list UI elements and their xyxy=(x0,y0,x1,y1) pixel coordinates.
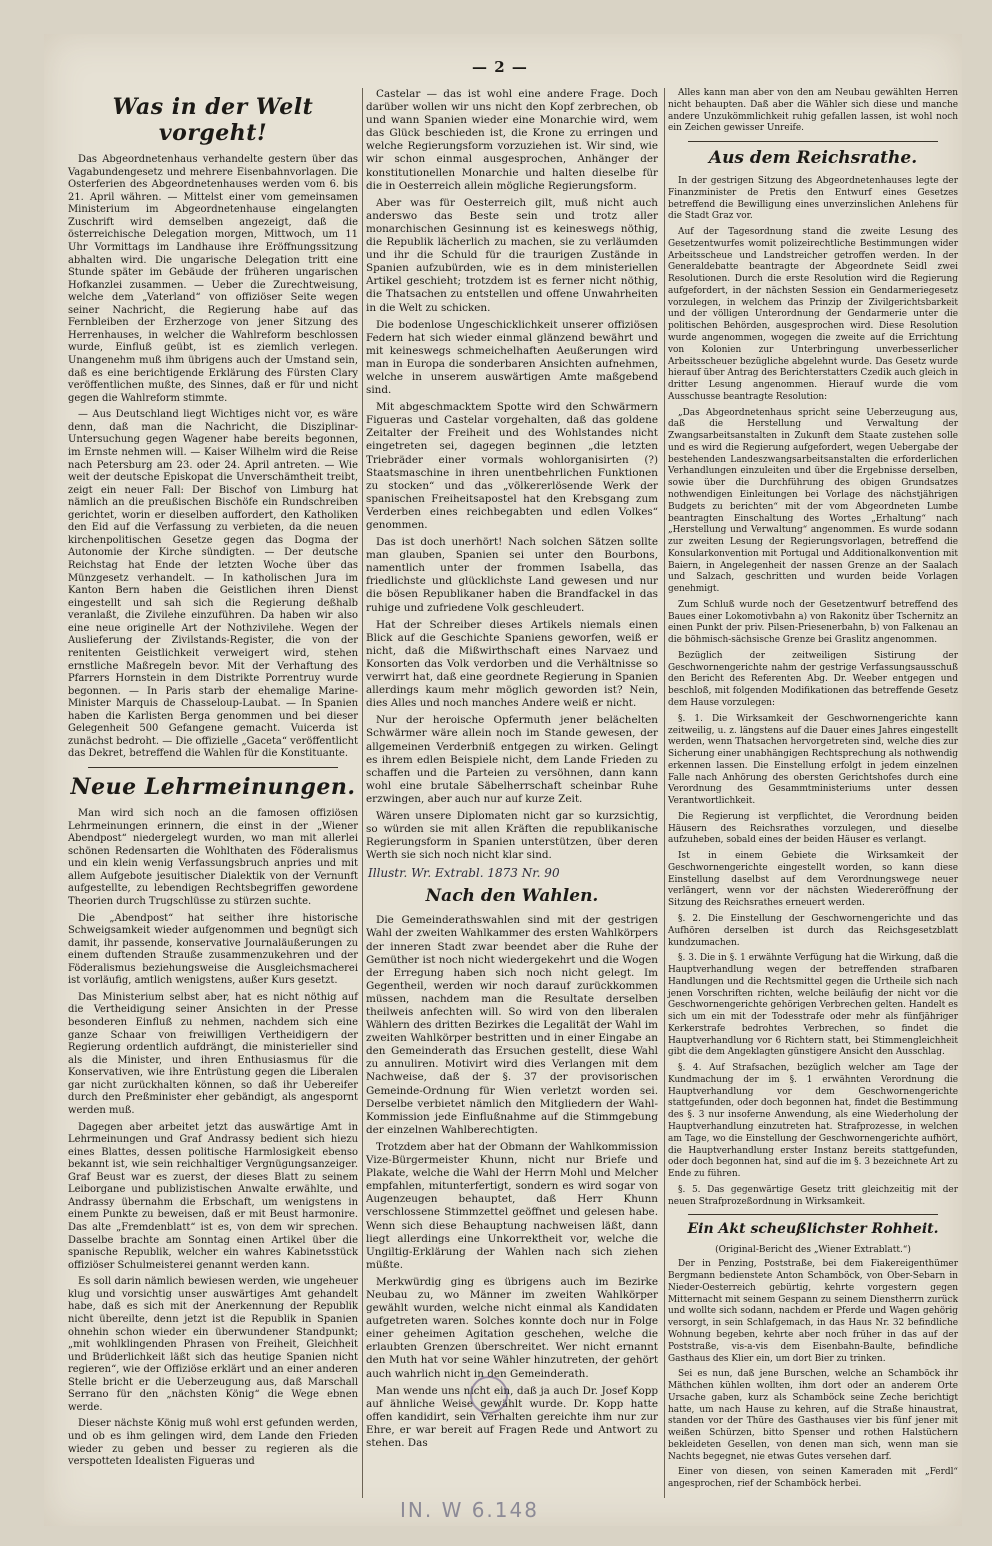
article-body xyxy=(668,176,958,1208)
paragraph: §. 5. Das gegenwärtige Gesetz tritt gleichzeitig mit der neuen Strafprozeßordnung in Wirksamkeit. xyxy=(668,1184,958,1207)
article-heading: Aus dem Reichsrathe. xyxy=(708,148,918,169)
page-number: — 2 — xyxy=(472,58,528,76)
paragraph: §. 3. Die in §. 1 erwähnte Verfügung hat die Wirkung, daß die Hauptverhandlung wegen der betreffenden strafbaren Handlungen und die Rechtsmittel gegen die Urtheile sich nach jenen Vorschriften richten, welche beiläufig der nicht vor die Geschwornengerichte gehörigen Verbrechen gelten. Handelt es sich um ein mit der Todesstrafe oder mehr als fünfjähriger Kerkerstrafe bedrohtes Verbrechen, so findet die Hauptverhandlung vor 6 Richtern statt, bei Stimmengleichheit gibt die dem Angeklagten günstigere Ansicht den Ausschlag. xyxy=(668,953,958,1058)
article-heading: Nach den Wahlen. xyxy=(425,886,599,907)
article-body xyxy=(366,914,658,1450)
article-body xyxy=(366,88,658,862)
article-body xyxy=(68,808,358,1469)
article-heading: Was in der Welt vorgeht! xyxy=(112,94,314,146)
article-subline: (Original-Bericht des „Wiener Extrablatt.“) xyxy=(715,1245,911,1256)
paragraph: Castelar — das ist wohl eine andere Frage. Doch darüber wollen wir uns nicht den Kopf zerbrechen, ob und wann Spanien wieder eine Monarchie wird, wem das Glück beschieden ist, die Krone zu erringen und welche Regierungsform vorzuziehen ist. Wir sind, wie wir schon einmal ausgesprochen, Anhänger der konstitutionellen Monarchie und halten dieselbe für die in Oesterreich allein mögliche Regierungsform. xyxy=(366,88,658,192)
paragraph: Nur der heroische Opfermuth jener belächelten Schwärmer wäre allein noch im Stande gewesen, der allgemeinen Verderbniß entgegen zu wirken. Gelingt es ihrem edlen Beispiele nicht, dem Lande Frieden zu schaffen und die Parteien zu versöhnen, dann kann wohl eine brutale Säbelherrschaft scheinbar Ruhe erzwingen, aber auch nur auf kurze Zeit. xyxy=(366,714,658,805)
paragraph: Die Gemeinderathswahlen sind mit der gestrigen Wahl der zweiten Wahlkammer des ersten Wahlkörpers der inneren Stadt zwar beendet aber die Ruhe der Gemüther ist noch nicht wiedergekehrt und die Wogen der Erregung haben sich noch nicht gelegt. Im Gegentheil, werden wir noch darauf zurückkommen müssen, nachdem man die Resultate derselben theilweis anfechten will. So wird von den liberalen Wählern des dritten Bezirkes die Legalität der Wahl im zweiten Wahlkörper bestritten und in einer Eingabe an den Gemeinderath das Ersuchen gestellt, diese Wahl zu annuliren. Motivirt wird dies Verlangen mit dem Nachweise, daß der §. 37 der provisorischen Gemeinde-Ordnung für Wien verletzt worden sei. Derselbe verbietet nämlich den Mitgliedern der Wahl-Kommission jede Einflußnahme auf die Stimmgebung der einzelnen Wahlberechtigten. xyxy=(366,914,658,1136)
paragraph: Man wende uns nicht ein, daß ja auch Dr. Josef Kopp auf ähnliche Weise gewählt wurde. Dr. Kopp hatte offen kandidirt, sein Verhalten gereichte ihm nur zur Ehre, er war bereit auf Fragen Rede und Antwort zu stehen. Das xyxy=(366,1384,658,1449)
paragraph: Merkwürdig ging es übrigens auch im Bezirke Neubau zu, wo Männer im zweiten Wahlkörper gewählt wurden, welche nicht einmal als Kandidaten aufgetreten waren. Solches konnte doch nur in Folge einer geheimen Agitation geschehen, welche die erlaubten Grenzen überschreitet. Wer nicht ernannt den Muth hat vor seine Wähler hinzutreten, der gehört auch wahrlich nicht in den Gemeinderath. xyxy=(366,1275,658,1380)
paragraph: §. 1. Die Wirksamkeit der Geschwornengerichte kann zeitweilig, u. z. längstens auf die Dauer eines Jahres eingestellt werden, wenn Thatsachen hervorgetreten sind, welche dies zur Sicherung einer unabhängigen Rechtsprechung als nothwendig erkennen lassen. Die Einstellung erfolgt in jedem einzelnen Falle nach Anhörung des obersten Gerichtshofes durch eine Verordnung des Gesammtministeriums unter dessen Verantwortlichkeit. xyxy=(668,713,958,807)
paragraph: Mit abgeschmacktem Spotte wird den Schwärmern Figueras und Castelar vorgehalten, daß das goldene Zeitalter der Freiheit und des Wohlstandes nicht eingetreten sei, dagegen beginnen „die letzten Triebräder einer vormals wohlorganisirten (?) Staatsmaschine in ihren unentbehrlichen Funktionen zu stocken“ und das „völkererlösende Werk der spanischen Freiheitsapostel hat den Krebsgang zum Verderben eines reichbegabten und edlen Volkes“ genommen. xyxy=(366,401,658,531)
divider xyxy=(688,141,938,142)
article-body xyxy=(668,88,958,135)
column-left xyxy=(68,88,358,1473)
shelfmark: IN. W 6.148 xyxy=(400,1498,539,1522)
divider xyxy=(88,767,338,768)
column-divider xyxy=(664,88,665,1498)
paragraph: Trotzdem aber hat der Obmann der Wahlkommission Vize-Bürgermeister Khunn, nicht nur Briefe und Plakate, welche die Wahl der Herrn Mohl und Melcher empfahlen, mitunterfertigt, sondern es wird sogar von Augenzeugen behauptet, daß Herr Khunn verschlossene Stimmzettel geöffnet und gelesen habe. Wenn sich diese Behauptung nachweisen läßt, dann liegt allerdings eine Unkorrektheit vor, welche die Ungiltig-Erklärung der Wahlen nach sich ziehen müßte. xyxy=(366,1140,658,1271)
paragraph: Alles kann man aber von den am Neubau gewählten Herren nicht behaupten. Daß aber die Wähler sich diese und manche andere Unzukömmlichkeit ruhig gefallen lassen, ist wohl noch ein Zeichen gewisser Unreife. xyxy=(668,88,958,134)
paragraph: Die „Abendpost“ hat seither ihre historische Schweigsamkeit wieder aufgenommen und begnügt sich damit, ihr passende, konservative Journaläußerungen zu einem duftenden Strauße zusammenzukehren und der Föderalismus beziehungsweise die Ausgleichsmacherei ist vorläufig, amtlich wenigstens, außer Kurs gesetzt. xyxy=(68,912,358,987)
paragraph: Man wird sich noch an die famosen offiziösen Lehrmeinungen erinnern, die einst in der „Wiener Abendpost“ niedergelegt wurden, wo man mit allerlei schönen Redensarten die Wohlthaten des Föderalismus und ein klein wenig Verfassungsbruch anpries und mit allem Aufgebote jesuitischer Dialektik von der Vernunft aufgestellte, zu lebendigen Rechtsbegriffen gewordene Theorien durch Trugschlüsse zu stürzen suchte. xyxy=(68,808,358,907)
article-body xyxy=(668,1259,958,1491)
library-stamp xyxy=(470,1376,508,1414)
column-middle xyxy=(366,88,658,1454)
paragraph: Wären unsere Diplomaten nicht gar so kurzsichtig, so würden sie mit allen Kräften die republikanische Regierungsform in Spanien unterstützen, über deren Werth sie sich noch nicht klar sind. xyxy=(366,809,658,862)
paragraph: Sei es nun, daß jene Burschen, welche an Schamböck ihr Mäthchen kühlen wollten, ihm dort oder an anderem Orte Ursache gaben, kurz als Schamböck seine Zeche berichtigt hatte, um nach Hause zu kehren, auf die Straße hinaustrat, standen vor der Thüre des Gasthauses vier bis fünf jener mit weißen Schürzen, bitto Spenser und rothen Halstüchern bekleideten Gesellen, von denen man sich, wenn man sie Nachts begegnet, nie etwas Gutes versehen darf. xyxy=(668,1369,958,1462)
paragraph: „Das Abgeordnetenhaus spricht seine Ueberzeugung aus, daß die Herstellung und Verwaltung der Zwangsarbeitsanstalten in Zukunft dem Staate zustehen solle und es wird die Regierung aufgefordert, wegen Uebergabe der bestehenden Landeszwangsarbeitsanstalten die erforderlichen Verhandlungen einzuleiten und über die Ergebnisse derselben, sowie über die Durchführung des obigen Grundsatzes nothwendigen Einleitungen bei Vorlage des nächstjährigen Budgets zu berichten“ mit der vom Abgeordneten Lumbe beantragten Einschaltung des Wortes „Erhaltung“ nach „Herstellung und Verwaltung“ angenommen. Es wurde sodann zur zweiten Lesung der Regierungsvorlagen, betreffend die Konsularkonvention mit Portugal und Additionalkonvention mit Baiern, in Angelegenheit der nassen Grenze an der Saalach und Salzach, geschritten und wurden beide Vorlagen genehmigt. xyxy=(668,407,958,595)
article-heading: Neue Lehrmeinungen. xyxy=(70,774,356,800)
paragraph: Ist in einem Gebiete die Wirksamkeit der Geschwornengerichte eingestellt worden, so kann diese Einstellung daselbst auf dem Verordnungswege neuer verlängert, wenn vor der nächsten Wiedereröffnung der Sitzung des Reichsrathes erneuert werden. xyxy=(668,851,958,909)
paragraph: Es soll darin nämlich bewiesen werden, wie ungeheuer klug und vorsichtig unser auswärtiges Amt gehandelt habe, daß es sich mit der Anerkennung der Republik nicht übereilte, denn jetzt ist die Republik in Spanien ohnehin schon wieder ein überwundener Standpunkt; „mit wohlklingenden Phrasen von Freiheit, Gleichheit und Brüderlichkeit läßt sich das heutige Spanien nicht regieren“, wie der Offiziöse erklärt und an einer anderen Stelle bricht er die Ueberzeugung aus, daß Marschall Serrano für den „nächsten König“ die Wege ebnen werde. xyxy=(68,1276,358,1413)
paragraph: Zum Schluß wurde noch der Gesetzentwurf betreffend des Baues einer Lokomotivbahn a) von Rakonitz über Tschernitz an einen Punkt der priv. Pilsen-Priesenerbahn, b) von Falkenau an die böhmisch-sächsische Grenze bei Graslitz angenommen. xyxy=(668,599,958,646)
paragraph: — Aus Deutschland liegt Wichtiges nicht vor, es wäre denn, daß man die Nachricht, die Disziplinar-Untersuchung gegen Wagener habe bereits begonnen, im Ernste nehmen will. — Kaiser Wilhelm wird die Reise nach Petersburg am 23. oder 24. April antreten. — Wie weit der deutsche Episkopat die Unverschämtheit treibt, zeigt ein neuer Fall: Der Bischof von Limburg hat nämlich an die preußischen Bischöfe ein Rundschreiben gerichtet, worin er dieselben auffordert, den Katholiken den Eid auf die Verfassung zu verbieten, da die neuen kirchenpolitischen Gesetze gegen das Dogma der Autonomie der Kirche sündigten. — Der deutsche Reichstag hat Ende der letzten Woche über das Münzgesetz verhandelt. — In katholischen Jura im Kanton Bern haben die Geistlichen ihren Dienst eingestellt und sah sich die Regierung deßhalb veranlaßt, die Zivilehe einzuführen. Da haben wir also eine neue originelle Art der Nothzivilehe. Wegen der Auslieferung der Zivilstands-Register, die von der renitenten Geistlichkeit verweigert wird, stehen ernstliche Maßregeln bevor. Mit der Verhaftung des Pfarrers Hornstein in dem Distrikte Porrentruy wurde begonnen. — In Paris starb der ehemalige Marine-Minister Marquis de Chasseloup-Laubat. — In Spanien haben die Karlisten Berga genommen und bei dieser Gelegenheit 500 Gefangene gemacht. Vuicerda ist zunächst bedroht. — Die offizielle „Gaceta“ veröffentlicht das Dekret, betreffend die Wahlen für die Konstituante. xyxy=(68,409,358,760)
paragraph: In der gestrigen Sitzung des Abgeordnetenhauses legte der Finanzminister de Pretis den Entwurf eines Gesetzes betreffend die Bewilligung eines unverzinslichen Anlehens für die Stadt Graz vor. xyxy=(668,176,958,222)
paragraph: Einer von diesen, von seinen Kameraden mit „Ferdl“ angesprochen, rief der Schamböck herbei. xyxy=(668,1467,958,1490)
paragraph: Auf der Tagesordnung stand die zweite Lesung des Gesetzentwurfes womit polizeirechtliche Bestimmungen wider Arbeitsscheue und Landstreicher getroffen werden. In der Generaldebatte beantragte der Abgeordnete Seidl zwei Resolutionen. Durch die erste Resolution wird die Regierung aufgefordert, in der nächsten Session ein Gendarmeriegesetz vorzulegen, in welchem das Prinzip der Zivilgerichtsbarkeit und der völligen Unterordnung der Gendarmerie unter die politischen Behörden, ausgesprochen wird. Diese Resolution wurde angenommen, wogegen die zweite auf die Errichtung von Kolonien zur Unterbringung unverbesserlicher Arbeitsscheuer bezügliche abgelehnt wurde. Das Gesetz wurde hierauf über Antrag des Berichterstatters Czedik auch gleich in dritter Lesung angenommen. Hierauf wurde die vom Ausschusse beantragte Resolution: xyxy=(668,227,958,402)
paragraph: Dagegen aber arbeitet jetzt das auswärtige Amt in Lehrmeinungen und Graf Andrassy bedient sich hiezu eines Blattes, dessen politische Harmlosigkeit ebenso bekannt ist, wie sein reichhaltiger Vergnügungsanzeiger. Graf Beust war es zuerst, der dieses Blatt zu seinem Leiborgane und publizistischen Anwalte erwählte, und Andrassy übernahm die Erbschaft, um wenigstens in einem Punkte zu beweisen, daß er mit Beust harmonire. Das alte „Fremdenblatt“ ist es, von dem wir sprechen. Dasselbe brachte am Sonntag einen Artikel über die spanische Republik, welcher ein wahres Kabinetsstück offiziöser Schulmeisterei genannt werden kann. xyxy=(68,1121,358,1271)
paragraph: Der in Penzing, Poststraße, bei dem Fiakereigenthümer Bergmann bedienstete Anton Schamböck, von Ober-Sebarn in Nieder-Oesterreich gebürtig, kehrte vorgestern gegen Mitternacht mit seinem Gespann zu seinem Dienstherrn zurück und wollte sich sodann, nachdem er Pferde und Wagen gehörig versorgt, in sein Schlafgemach, in das Haus Nr. 32 befindliche Wohnung begeben, kehrte aber noch früher in das auf der Poststraße, vis-a-vis dem Eisenbahn-Baulte, befindliche Gasthaus des Klier ein, um dort Bier zu trinken. xyxy=(668,1259,958,1364)
paragraph: Dieser nächste König muß wohl erst gefunden werden, und ob es ihm gelingen wird, dem Lande den Frieden wieder zu geben und besser zu regieren als die verspotteten Idealisten Figueras und xyxy=(68,1418,358,1468)
paragraph: Das Ministerium selbst aber, hat es nicht nöthig auf die Vertheidigung seiner Ansichten in der Presse besonderen Einfluß zu nehmen, nachdem sich eine ganze Schaar von freiwilligen Vertheidigern der Regierung ordentlich aufdrängt, die ministerieller sind als die Minister, und ihren Enthusiasmus für die Konservativen, wie ihre Entrüstung gegen die Liberalen gar nicht zurückhalten können, so daß ihr Uebereifer durch den Preßminister eher gebändigt, als angespornt werden muß. xyxy=(68,991,358,1116)
paragraph: Bezüglich der zeitweiligen Sistirung der Geschwornengerichte nahm der gestrige Verfassungsausschuß den Bericht des Referenten Abg. Dr. Weeber entgegen und beschloß, mit folgenden Modifikationen das betreffende Gesetz dem Hause vorzulegen: xyxy=(668,650,958,708)
paragraph: Aber was für Oesterreich gilt, muß nicht auch anderswo das Beste sein und trotz aller monarchischen Gesinnung ist es keineswegs nöthig, die Republik lächerlich zu machen, sie zu verläumden und ihr die Schuld für die traurigen Zustände in Spanien aufzubürden, wie es in dem ministeriellen Artikel geschieht; trotzdem ist es ferner nicht nöthig, die Thatsachen zu entstellen und offene Unwahrheiten in die Welt zu schicken. xyxy=(366,196,658,314)
paragraph: Hat der Schreiber dieses Artikels niemals einen Blick auf die Geschichte Spaniens geworfen, weiß er nicht, daß die Mißwirthschaft eines Narvaez und Konsorten das Volk verdorben und die Verhältnisse so verwirrt hat, daß eine geordnete Regierung in Spanien allerdings kaum mehr möglich geworden ist? Nein, dies Alles und noch manches Andere weiß er nicht. xyxy=(366,618,658,710)
paragraph: Das ist doch unerhört! Nach solchen Sätzen sollte man glauben, Spanien sei unter den Bourbons, namentlich unter der frommen Isabella, das friedlichste und glücklichste Land gewesen und nur die bösen Republikaner haben die Brandfackel in das ruhige und zufriedene Volk geschleudert. xyxy=(366,536,658,614)
column-divider xyxy=(362,88,363,1498)
article-heading: Ein Akt scheußlichster Rohheit. xyxy=(687,1221,939,1238)
article-body xyxy=(68,154,358,761)
paragraph: §. 4. Auf Strafsachen, bezüglich welcher am Tage der Kundmachung der im §. 1 erwähnten Verordnung die Hauptverhandlung vor dem Geschwornengerichte stattgefunden, oder doch begonnen hat, findet die Bestimmung des §. 3 nur insoferne Anwendung, als eine Wiederholung der Hauptverhandlung einzutreten hat. Strafprozesse, in welchen am Tage, wo die Einstellung der Geschwornengerichte aufhört, die Hauptverhandlung erster Instanz bereits stattgefunden, oder doch begonnen hat, sind auf die im §. 3 bezeichnete Art zu Ende zu führen. xyxy=(668,1063,958,1180)
column-right xyxy=(668,88,958,1495)
paragraph: Die Regierung ist verpflichtet, die Verordnung beiden Häusern des Reichsrathes vorzulegen, und dieselbe aufzuheben, sobald eines der beiden Häuser es verlangt. xyxy=(668,811,958,846)
handwritten-annotation: Illustr. Wr. Extrabl. 1873 Nr. 90 xyxy=(368,866,560,881)
paragraph: Die bodenlose Ungeschicklichkeit unserer offiziösen Federn hat sich wieder einmal glänzend bewährt und mit keineswegs schmeichelhaften Aeußerungen wird man in Europa die sonderbaren Ansichten aufnehmen, welche in unserem auswärtigen Amte maßgebend sind. xyxy=(366,318,658,397)
paragraph: Das Abgeordnetenhaus verhandelte gestern über das Vagabundengesetz und mehrere Eisenbahnvorlagen. Die Osterferien des Abgeordnetenhauses werden vom 6. bis 21. April währen. — Mittelst einer vom gemeinsamen Ministerium im Abgeordnetenhause eingelangten Zuschrift wird demselben angezeigt, daß die österreichische Delegation morgen, Mittwoch, um 11 Uhr Vormittags im Landhause ihre Eröffnungssitzung abhalten wird. Die ungarische Delegation tritt eine Stunde später im Gebäude der früheren ungarischen Hofkanzlei zusammen. — Ueber die Zurechtweisung, welche dem „Vaterland“ von offiziöser Seite wegen seiner Nachricht, die Regierung habe auf das Fernbleiben der Erzherzoge von jener Sitzung des Herrenhauses, in welcher die Wahlreform beschlossen wurde, Einfluß geübt, ist es ziemlich verlegen. Unangenehm muß ihm übrigens auch der Umstand sein, daß es eine berichtigende Erklärung des Fürsten Clary veröffentlichen mußte, des Sinnes, daß er für und nicht gegen die Wahlreform stimmte. xyxy=(68,154,358,404)
paragraph: §. 2. Die Einstellung der Geschwornengerichte und das Aufhören derselben ist durch das Reichsgesetzblatt kundzumachen. xyxy=(668,914,958,948)
divider xyxy=(688,1214,938,1215)
